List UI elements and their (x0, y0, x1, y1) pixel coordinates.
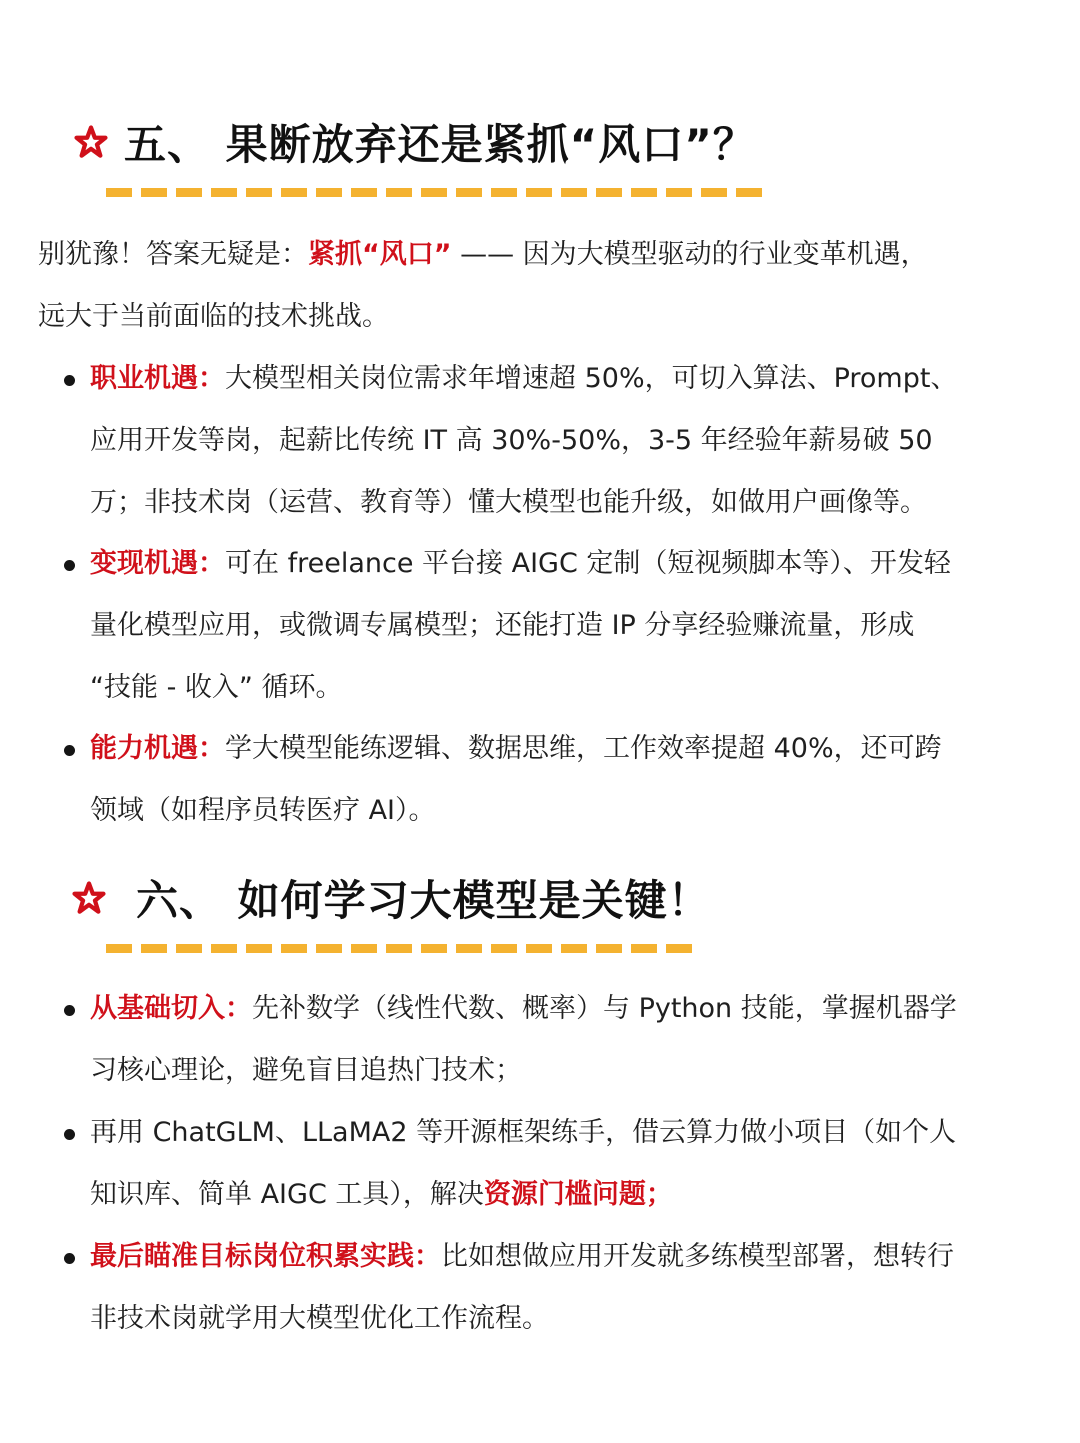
star-icon (72, 881, 106, 915)
section5-heading (74, 112, 756, 172)
intro-highlight: 紧抓“风口” (308, 239, 452, 270)
bullet-dot (64, 1005, 75, 1016)
bullet-dot (64, 1129, 75, 1140)
bullet-dot (64, 1253, 75, 1264)
intro-line-1: 别犹豫！答案无疑是：紧抓“风口” —— 因为大模型驱动的行业变革机遇， (38, 239, 928, 270)
section5-title: 五、 果断放弃还是紧抓“风口”？ (124, 120, 756, 169)
inline-highlight: 资源门槛问题； (483, 1179, 673, 1210)
bullet-dot (64, 745, 75, 756)
item-label: 最后瞄准目标岗位积累实践： (90, 1241, 441, 1272)
section6-heading (72, 868, 711, 928)
item-label: 职业机遇： (90, 363, 225, 394)
item-label: 能力机遇： (90, 733, 225, 764)
section5-divider (106, 188, 771, 197)
star-icon (74, 125, 108, 159)
section6-title: 六、 如何学习大模型是关键！ (136, 876, 711, 925)
item-label: 变现机遇： (90, 548, 225, 579)
section6-divider (106, 944, 701, 953)
bullet-dot (64, 560, 75, 571)
intro-line-2: 远大于当前面临的技术挑战。 (38, 301, 389, 332)
item-label: 从基础切入： (90, 993, 252, 1024)
bullet-dot (64, 375, 75, 386)
